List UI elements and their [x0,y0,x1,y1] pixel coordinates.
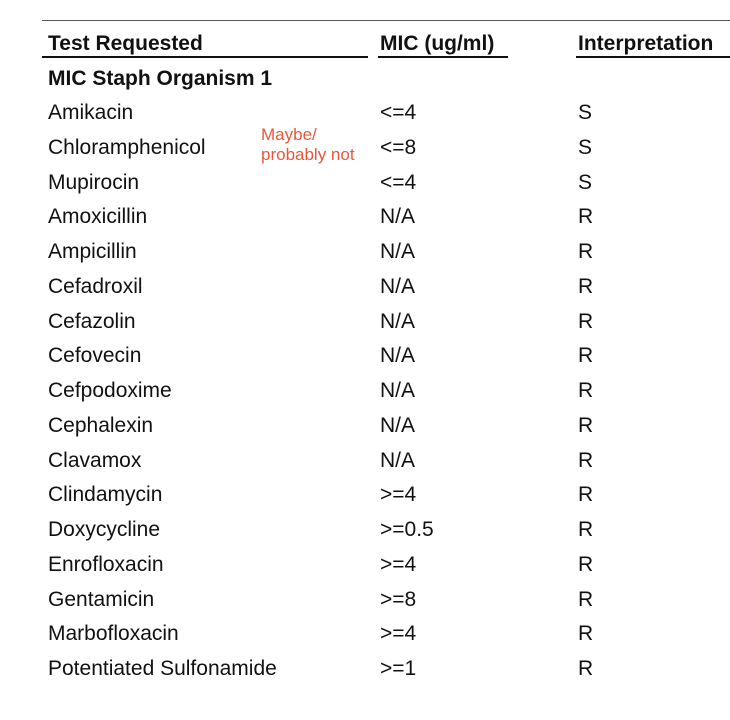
interpretation-cell: R [578,518,594,541]
mic-value-cell: N/A [380,240,416,263]
mic-value-cell: N/A [380,379,416,402]
table-row [0,585,730,620]
drug-name-cell: Cefovecin [48,344,142,368]
drug-name-cell: Marbofloxacin [48,622,179,646]
results-table-body [0,98,730,689]
table-row [0,341,730,376]
table-row [0,654,730,689]
mic-value-cell: >=1 [380,657,417,680]
drug-name-cell: Clindamycin [48,483,163,507]
table-row [0,480,730,515]
interpretation-cell: S [578,101,593,124]
drug-name-cell: Cephalexin [48,413,154,437]
top-border-rule [42,20,730,21]
interpretation-cell: R [578,240,594,263]
mic-value-cell: <=4 [380,101,417,124]
mic-value-cell: >=8 [380,587,417,611]
mic-value-cell: >=4 [380,622,417,646]
section-title: MIC Staph Organism 1 [48,67,273,90]
mic-value-cell: N/A [380,344,416,368]
table-row [0,168,730,203]
interpretation-cell: R [578,657,594,680]
interpretation-cell: R [578,587,594,611]
interpretation-cell: R [578,309,594,333]
drug-name-cell: Amikacin [48,101,134,124]
drug-name-cell: Ampicillin [48,240,137,263]
table-row [0,376,730,411]
header-underline-interpretation [576,56,730,58]
mic-value-cell: N/A [380,413,416,437]
table-row [0,133,730,168]
header-mic: MIC (ug/ml) [380,32,495,55]
drug-name-cell: Clavamox [48,448,142,472]
interpretation-cell: R [578,205,594,229]
interpretation-cell: R [578,274,594,298]
interpretation-cell: R [578,379,594,402]
header-interpretation: Interpretation [578,32,714,55]
mic-value-cell: <=4 [380,170,417,194]
interpretation-cell: R [578,622,594,646]
drug-name-cell: Potentiated Sulfonamide [48,657,277,680]
table-row [0,446,730,481]
mic-value-cell: N/A [380,448,416,472]
table-row [0,272,730,307]
mic-value-cell: N/A [380,274,416,298]
interpretation-cell: R [578,448,594,472]
drug-name-cell: Cefpodoxime [48,379,172,402]
interpretation-cell: S [578,135,593,159]
interpretation-cell: S [578,170,593,194]
drug-name-cell: Enrofloxacin [48,552,164,576]
table-row [0,619,730,654]
mic-value-cell: >=0.5 [380,518,434,541]
annotation-line-1: Maybe/ [261,125,317,144]
header-test-requested: Test Requested [48,32,203,55]
mic-value-cell: >=4 [380,483,417,507]
header-underline-test [42,56,368,58]
interpretation-cell: R [578,413,594,437]
drug-name-cell: Chloramphenicol [48,135,206,159]
drug-name-cell: Gentamicin [48,587,155,611]
table-row [0,202,730,237]
mic-value-cell: <=8 [380,135,417,159]
mic-value-cell: N/A [380,205,416,229]
drug-name-cell: Amoxicillin [48,205,148,229]
interpretation-cell: R [578,344,594,368]
header-underline-mic [378,56,508,58]
drug-name-cell: Cefadroxil [48,274,143,298]
mic-value-cell: >=4 [380,552,417,576]
drug-name-cell: Cefazolin [48,309,136,333]
annotation-note [261,125,355,165]
table-row [0,98,730,133]
annotation-line-2: probably not [261,145,355,164]
interpretation-cell: R [578,552,594,576]
table-row [0,307,730,342]
table-row [0,550,730,585]
drug-name-cell: Mupirocin [48,170,140,194]
drug-name-cell: Doxycycline [48,518,161,541]
interpretation-cell: R [578,483,594,507]
mic-value-cell: N/A [380,309,416,333]
table-row [0,515,730,550]
table-row [0,237,730,272]
table-row [0,411,730,446]
